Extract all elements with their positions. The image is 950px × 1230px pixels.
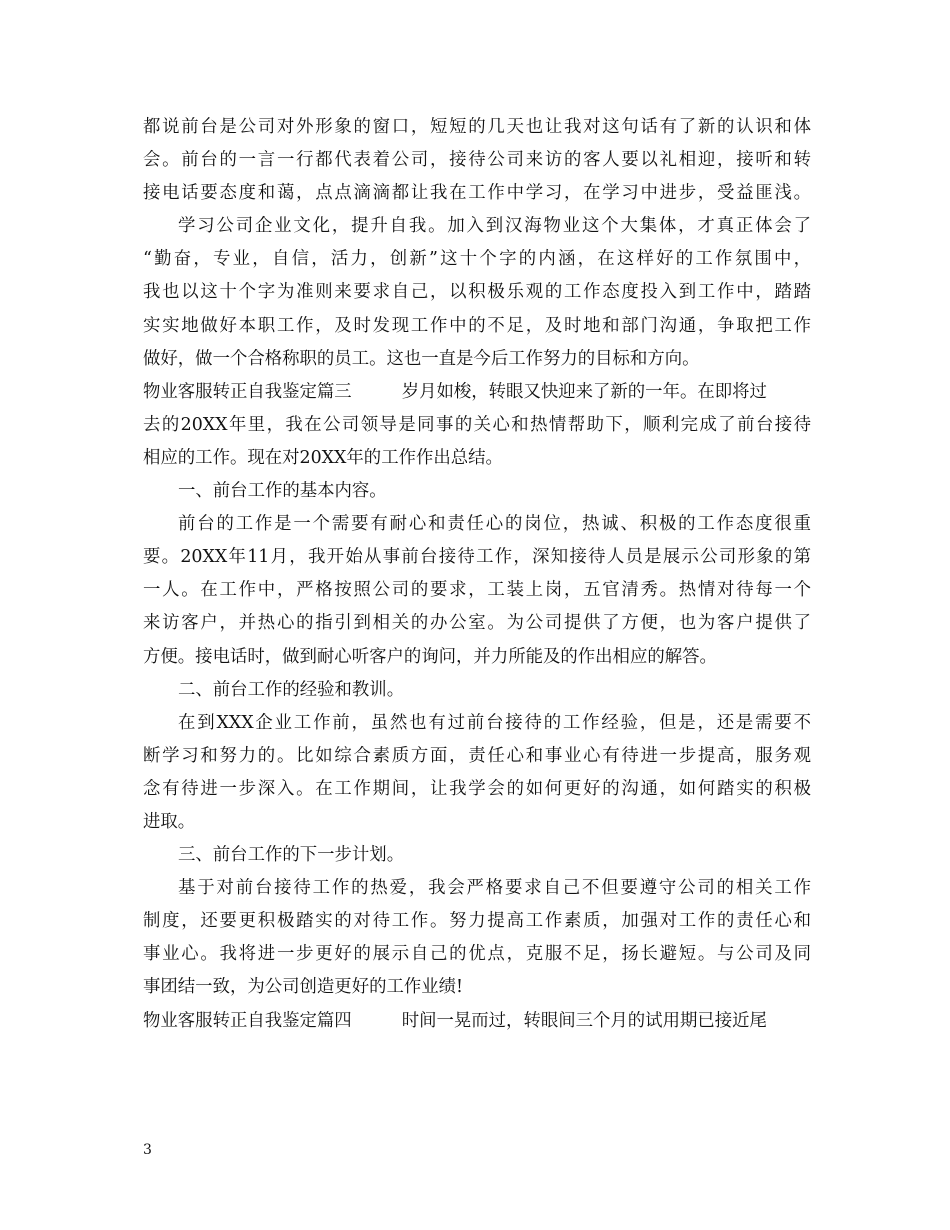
paragraph-line: 基于对前台接待工作的热爱，我会严格要求自己不但要遵守公司的相关工作 — [178, 878, 811, 899]
paragraph-line: 二、前台工作的经验和教训。 — [178, 679, 405, 700]
section-heading: 物业客服转正自我鉴定篇四 — [143, 1010, 352, 1031]
paragraph-line: 学习公司企业文化，提升自我。加入到汉海物业这个大集体，才真正体会了 — [178, 216, 811, 237]
paragraph-line: 都说前台是公司对外形象的窗口，短短的几天也让我对这句话有了新的认识和体 — [143, 117, 811, 137]
paragraph-line: 前台的工作是一个需要有耐心和责任心的岗位，热诚、积极的工作态度很重 — [178, 514, 811, 535]
paragraph-line: 要。20XX年11月，我开始从事前台接待工作，深知接待人员是展示公司形象的第 — [143, 547, 811, 568]
paragraph-line: 在到XXX企业工作前，虽然也有过前台接待的工作经验，但是，还是需要不 — [178, 712, 811, 733]
paragraph-line: 制度，还要更积极踏实的对待工作。努力提高工作素质，加强对工作的责任心和 — [143, 911, 811, 932]
paragraph-line: 来访客户，并热心的指引到相关的办公室。为公司提供了方便，也为客户提供了 — [143, 613, 811, 634]
paragraph-line: 方便。接电话时，做到耐心听客户的询问，并力所能及的作出相应的解答。 — [143, 646, 717, 667]
paragraph-line: 断学习和努力的。比如综合素质方面，责任心和事业心有待进一步提高，服务观 — [143, 745, 811, 766]
document-body — [143, 111, 811, 1038]
paragraph-line: 我也以这十个字为准则来要求自己，以积极乐观的工作态度投入到工作中，踏踏 — [143, 282, 811, 303]
paragraph-line: 念有待进一步深入。在工作期间，让我学会的如何更好的沟通，如何踏实的积极 — [143, 778, 811, 799]
page-number: 3 — [143, 1142, 152, 1158]
paragraph-line: 事业心。我将进一步更好的展示自己的优点，克服不足，扬长避短。与公司及同 — [143, 944, 811, 965]
paragraph-line: 事团结一致，为公司创造更好的工作业绩! — [143, 977, 464, 998]
paragraph-line: 一人。在工作中，严格按照公司的要求，工装上岗，五官清秀。热情对待每一个 — [143, 580, 811, 601]
paragraph-line: 进取。 — [143, 811, 196, 832]
paragraph-line: 做好，做一个合格称职的员工。这也一直是今后工作努力的目标和方向。 — [143, 348, 700, 369]
section-heading-line — [143, 1005, 811, 1038]
paragraph-line: 去的20XX年里，我在公司领导是同事的关心和热情帮助下，顺利完成了前台接待 — [143, 414, 811, 435]
section-heading-line — [143, 376, 811, 409]
paragraph-line: 实实地做好本职工作，及时发现工作中的不足，及时地和部门沟通，争取把工作 — [143, 315, 811, 336]
paragraph-line: 会。前台的一言一行都代表着公司，接待公司来访的客人要以礼相迎，接听和转 — [143, 150, 811, 171]
section-heading: 物业客服转正自我鉴定篇三 — [143, 381, 352, 402]
paragraph-line: 接电话要态度和蔼，点点滴滴都让我在工作中学习，在学习中进步，受益匪浅。 — [143, 183, 811, 204]
line-text: 岁月如梭，转眼又快迎来了新的一年。在即将过 — [401, 381, 767, 402]
paragraph-line: 一、前台工作的基本内容。 — [178, 481, 387, 502]
paragraph-line: 相应的工作。现在对20XX年的工作作出总结。 — [143, 447, 503, 468]
paragraph-line: “勤奋，专业，自信，活力，创新”这十个字的内涵，在这样好的工作氛围中， — [143, 249, 811, 270]
line-text: 时间一晃而过，转眼间三个月的试用期已接近尾 — [401, 1010, 767, 1031]
paragraph-line: 三、前台工作的下一步计划。 — [178, 845, 405, 866]
